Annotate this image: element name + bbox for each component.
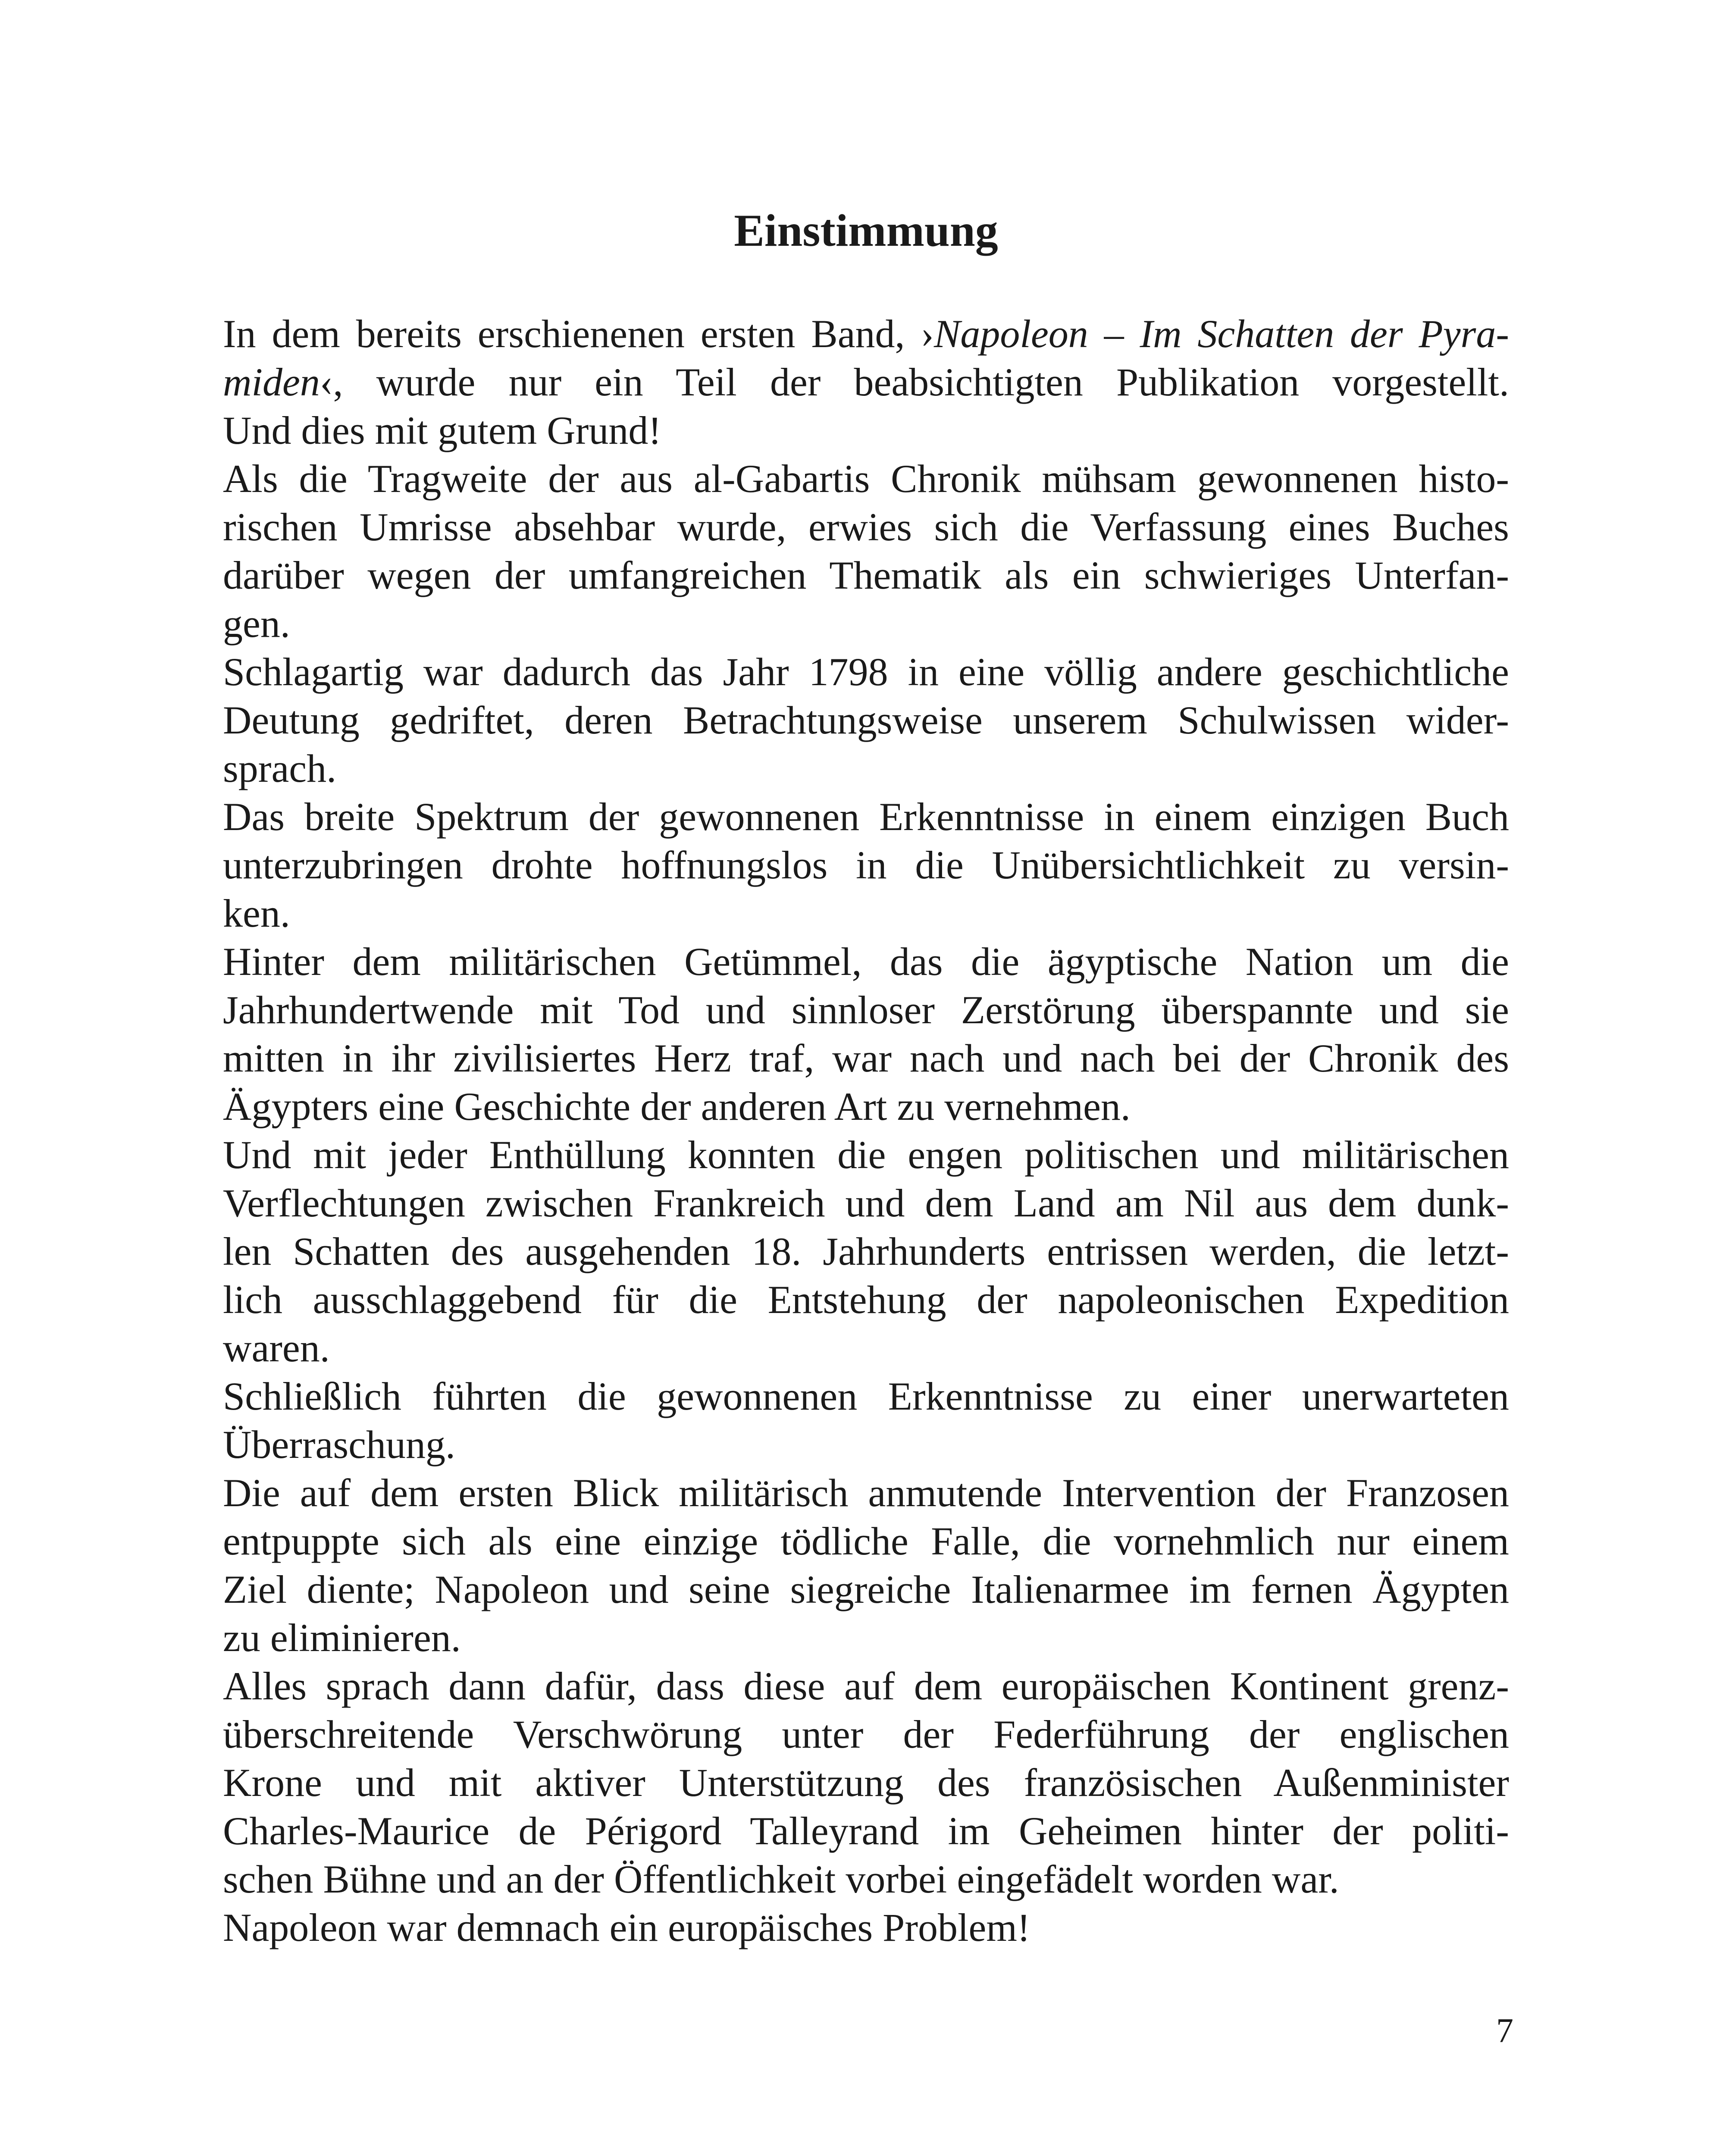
body-text — [223, 310, 1509, 1952]
text-line: Überraschung. — [223, 1423, 456, 1467]
text-line — [223, 358, 1509, 406]
text-line: ken. — [223, 891, 290, 935]
text-line: Ägypters eine Geschichte der anderen Art zu vernehmen. — [223, 1084, 1131, 1128]
text-line: entpuppte sich als eine einzige tödliche Falle, die vornehmlich nur einem — [223, 1519, 1509, 1563]
book-title-italic: Napoleon – Im Schatten der Pyra- — [934, 312, 1510, 356]
text-line: überschreitende Verschwörung unter der Federführung der englischen — [223, 1712, 1509, 1756]
text-line: Die auf dem ersten Blick militärisch anmutende Intervention der Franzosen — [223, 1471, 1509, 1515]
text-line: Ziel diente; Napoleon und seine siegreiche Italienarmee im fernen Ägypten — [223, 1567, 1509, 1611]
text-line: Napoleon war demnach ein europäisches Problem! — [223, 1905, 1030, 1949]
text-line-segment: ‹, wurde nur ein Teil der beabsichtigten Publikation vorgestellt. — [319, 360, 1509, 404]
text-line: Alles sprach dann dafür, dass diese auf dem europäischen Kontinent grenz- — [223, 1664, 1509, 1708]
text-line: Und dies mit gutem Grund! — [223, 408, 661, 452]
text-line: rischen Umrisse absehbar wurde, erwies sich die Verfassung eines Buches — [223, 505, 1509, 549]
text-line: lich ausschlaggebend für die Entstehung der napoleonischen Expedition — [223, 1278, 1509, 1322]
page-number: 7 — [1496, 2012, 1513, 2050]
text-line-segment: In dem bereits erschienenen ersten Band, › — [223, 312, 934, 356]
text-line: Schließlich führten die gewonnenen Erkenntnisse zu einer unerwarteten — [223, 1374, 1509, 1418]
text-line: unterzubringen drohte hoffnungslos in die Unübersichtlichkeit zu versin- — [223, 843, 1509, 887]
text-line: Hinter dem militärischen Getümmel, das die ägyptische Nation um die — [223, 940, 1509, 984]
text-line: schen Bühne und an der Öffentlichkeit vorbei eingefädelt worden war. — [223, 1857, 1339, 1901]
text-line: gen. — [223, 602, 290, 646]
text-line — [223, 310, 1509, 358]
text-line: len Schatten des ausgehenden 18. Jahrhunderts entrissen werden, die letzt- — [223, 1229, 1509, 1273]
text-line: Deutung gedriftet, deren Betrachtungsweise unserem Schulwissen wider- — [223, 698, 1509, 742]
text-line: Charles-Maurice de Périgord Talleyrand im Geheimen hinter der politi- — [223, 1809, 1509, 1853]
text-line: darüber wegen der umfangreichen Thematik als ein schwieriges Unterfan- — [223, 553, 1509, 597]
text-line: Krone und mit aktiver Unterstützung des französischen Außenminister — [223, 1761, 1509, 1805]
text-line: Das breite Spektrum der gewonnenen Erkenntnisse in einem einzigen Buch — [223, 795, 1509, 839]
text-line: mitten in ihr zivilisiertes Herz traf, war nach und nach bei der Chronik des — [223, 1036, 1509, 1080]
book-title-italic: miden — [223, 360, 320, 404]
text-line: Als die Tragweite der aus al-Gabartis Chronik mühsam gewonnenen histo- — [223, 457, 1509, 501]
text-line: waren. — [223, 1326, 330, 1370]
page-title: Einstimmung — [734, 205, 998, 256]
text-line: Schlagartig war dadurch das Jahr 1798 in eine völlig andere geschichtliche — [223, 650, 1509, 694]
text-line: Und mit jeder Enthüllung konnten die engen politischen und militärischen — [223, 1133, 1509, 1177]
text-line: Verflechtungen zwischen Frankreich und dem Land am Nil aus dem dunk- — [223, 1181, 1509, 1225]
text-line: zu eliminieren. — [223, 1616, 461, 1660]
text-line: sprach. — [223, 746, 337, 790]
text-line: Jahrhundertwende mit Tod und sinnloser Zerstörung überspannte und sie — [223, 988, 1509, 1032]
